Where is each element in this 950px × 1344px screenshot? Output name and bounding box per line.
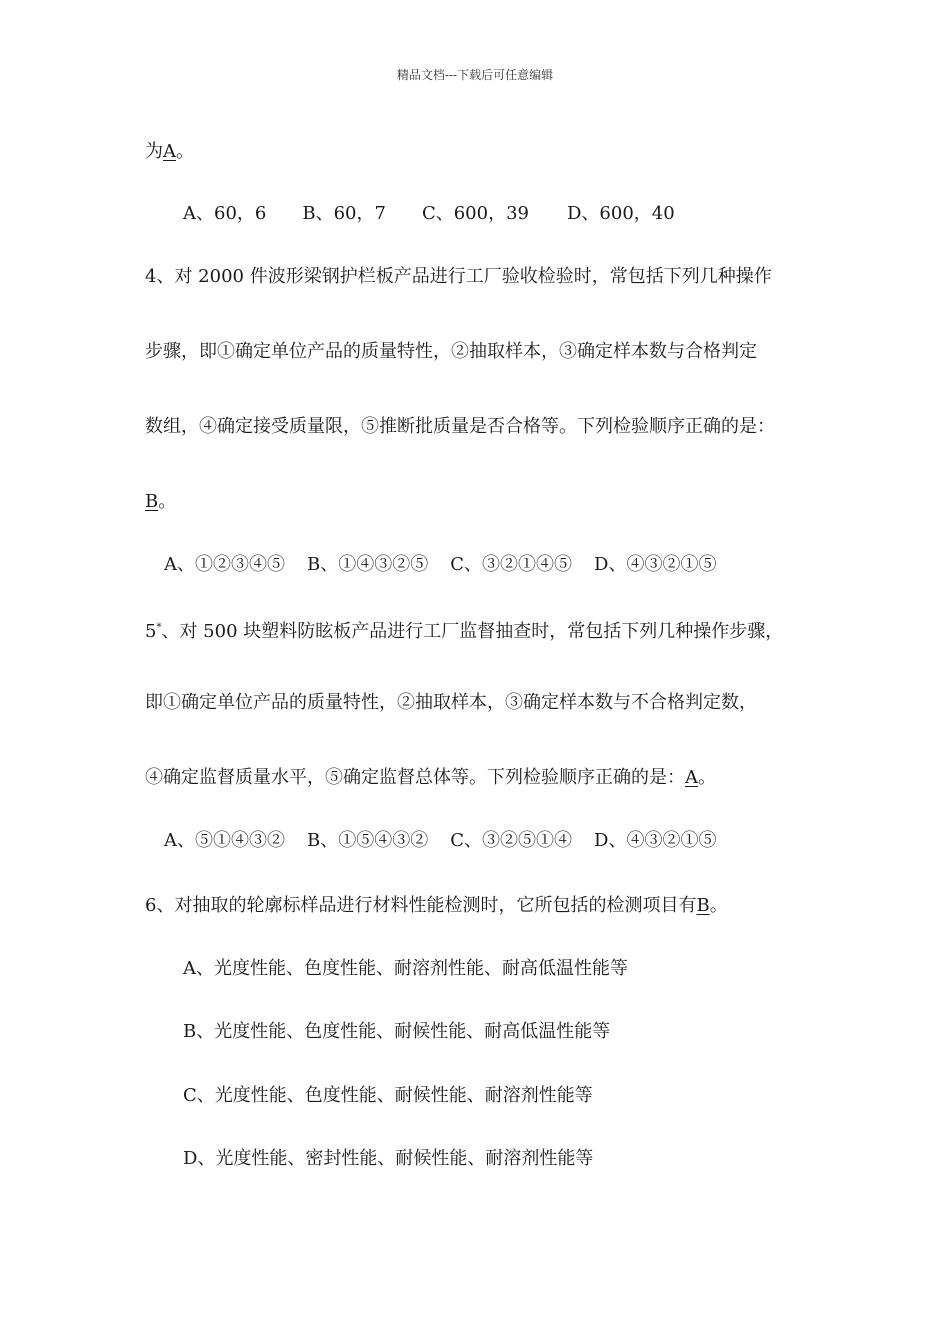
q6-line-1 (145, 894, 728, 918)
q5-number: 5 (145, 621, 157, 642)
q4-line-1: 4、对 2000 件波形梁钢护栏板产品进行工厂验收检验时，常包括下列几种操作 (145, 266, 772, 287)
q5-line-1-text: 、对 500 块塑料防眩板产品进行工厂监督抽查时，常包括下列几种操作步骤， (161, 621, 784, 642)
q5-asterisk: * (156, 622, 162, 633)
q3-option-d: D、600，40 (567, 203, 675, 224)
q4-option-d: D、④③②①⑤ (594, 554, 717, 575)
q5-options (164, 829, 716, 853)
q3-option-c: C、600，39 (421, 203, 529, 224)
q5-line-2: 即①确定单位产品的质量特性，②抽取样本，③确定样本数与不合格判定数， (145, 692, 757, 713)
q3-tail-end: 。 (176, 141, 194, 162)
q3-option-b: B、60，7 (302, 203, 386, 224)
q5-option-d: D、④③②①⑤ (594, 830, 717, 851)
q6-option-a: A、光度性能、色度性能、耐溶剂性能、耐高低温性能等 (183, 958, 628, 979)
q6-option-c: C、光度性能、色度性能、耐候性能、耐溶剂性能等 (183, 1085, 593, 1106)
q5-line-3 (145, 766, 716, 790)
q4-answer: B (145, 491, 159, 512)
q5-line-1 (145, 616, 783, 644)
q4-option-a: A、①②③④⑤ (164, 554, 285, 575)
q5-option-c: C、③②⑤①④ (450, 830, 573, 851)
q6-answer-end: 。 (709, 895, 728, 916)
q5-line-3-text: ④确定监督质量水平，⑤确定监督总体等。下列检验顺序正确的是： (145, 767, 685, 788)
q4-options (164, 553, 716, 577)
q3-answer: A (163, 141, 176, 162)
q3-option-a: A、60，6 (183, 203, 267, 224)
q6-line-1-text: 6、对抽取的轮廓标样品进行材料性能检测时，它所包括的检测项目有 (145, 895, 697, 916)
page-header: 精品文档---下载后可任意编辑 (396, 68, 554, 82)
q4-answer-end: 。 (158, 491, 177, 512)
q4-line-3: 数组，④确定接受质量限，⑤推断批质量是否合格等。下列检验顺序正确的是： (145, 416, 775, 437)
q3-tail-text: 为 (145, 141, 163, 162)
q6-answer: B (696, 895, 710, 916)
q4-option-b: B、①④③②⑤ (307, 554, 429, 575)
q6-option-d: D、光度性能、密封性能、耐候性能、耐溶剂性能等 (183, 1148, 594, 1169)
q5-option-b: B、①⑤④③② (307, 830, 429, 851)
q4-option-c: C、③②①④⑤ (450, 554, 573, 575)
q5-option-a: A、⑤①④③② (164, 830, 285, 851)
q4-answer-line (145, 490, 176, 514)
q4-line-2: 步骤，即①确定单位产品的质量特性，②抽取样本，③确定样本数与合格判定 (145, 341, 757, 362)
q3-tail (145, 140, 194, 164)
q6-option-b: B、光度性能、色度性能、耐候性能、耐高低温性能等 (183, 1021, 611, 1042)
q3-options (183, 202, 675, 226)
q5-answer: A (685, 767, 698, 788)
q5-answer-end: 。 (698, 767, 716, 788)
